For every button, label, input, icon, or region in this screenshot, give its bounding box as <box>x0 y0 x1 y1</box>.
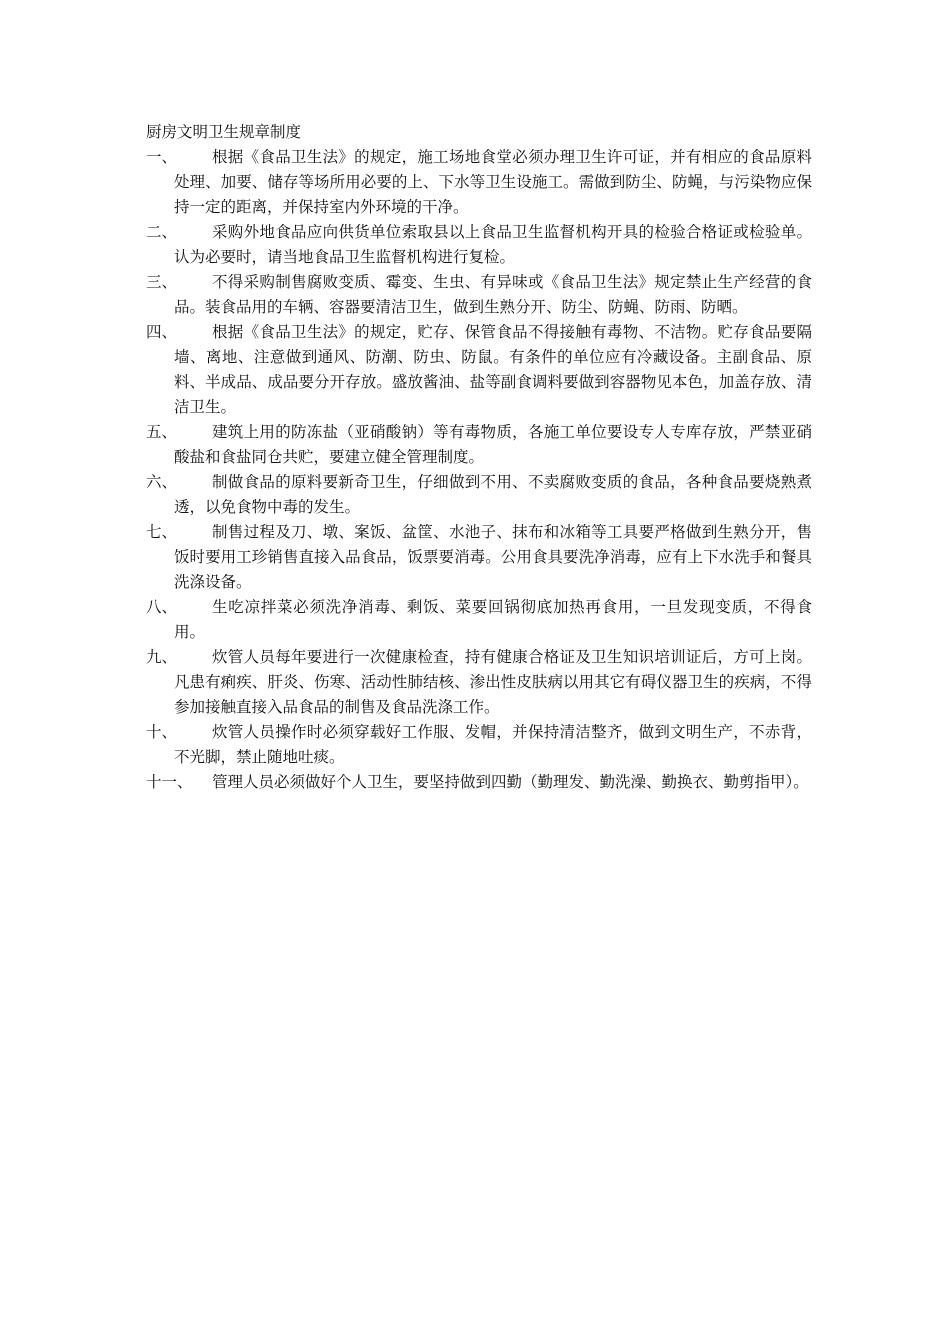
rule-text: 不得采购制售腐败变质、霉变、生虫、有异味或《食品卫生法》规定禁止生产经营的食品。装食品用的车辆、容器要清洁卫生，做到生熟分开、防尘、防蝇、防雨、防晒。 <box>174 273 812 316</box>
rule-number: 十一、 <box>146 773 193 791</box>
rule-text: 根据《食品卫生法》的规定，施工场地食堂必须办理卫生许可证，并有相应的食品原料处理、加要、储存等场所用必要的上、下水等卫生设施工。需做到防尘、防蝇，与污染物应保持一定的距离，并保持室内外环境的干净。 <box>174 148 812 216</box>
rule-item <box>146 320 812 420</box>
rule-item <box>146 220 812 270</box>
rule-item <box>146 145 812 220</box>
rule-item <box>146 270 812 320</box>
rule-item <box>146 520 812 595</box>
rule-number: 五、 <box>146 423 178 441</box>
rule-number: 六、 <box>146 473 178 491</box>
rule-text: 炊管人员操作时必须穿载好工作服、发帽，并保持清洁整齐，做到文明生产，不赤背，不光脚，禁止随地吐痰。 <box>174 723 812 766</box>
document-title: 厨房文明卫生规章制度 <box>146 123 302 141</box>
rule-text: 管理人员必须做好个人卫生，要坚持做到四勤（勤理发、勤洗澡、勤换衣、勤剪指甲）。 <box>212 773 809 791</box>
rule-text: 采购外地食品应向供货单位索取县以上食品卫生监督机构开具的检验合格证或检验单。认为必要时，请当地食品卫生监督机构进行复检。 <box>174 223 812 266</box>
rule-number: 九、 <box>146 648 178 666</box>
rule-number: 三、 <box>146 273 178 291</box>
rule-item <box>146 470 812 520</box>
rule-number: 二、 <box>146 223 178 241</box>
rule-item <box>146 645 812 720</box>
rule-number: 八、 <box>146 598 178 616</box>
rule-text: 建筑上用的防冻盐（亚硝酸钠）等有毒物质，各施工单位要设专人专库存放，严禁亚硝酸盐和食盐同仓共贮，要建立健全管理制度。 <box>174 423 812 466</box>
rule-number: 一、 <box>146 148 178 166</box>
document-body <box>146 120 812 795</box>
rule-text: 生吃凉拌菜必须洗净消毒、剩饭、菜要回锅彻底加热再食用，一旦发现变质，不得食用。 <box>174 598 812 641</box>
rule-text: 炊管人员每年要进行一次健康检查，持有健康合格证及卫生知识培训证后，方可上岗。凡患有痢疾、肝炎、伤寒、活动性肺结核、渗出性皮肤病以用其它有碍仪器卫生的疾病，不得参加接触直接入品食品的制售及食品洗涤工作。 <box>174 648 812 716</box>
rule-item <box>146 595 812 645</box>
rule-number: 十、 <box>146 723 178 741</box>
rule-item <box>146 770 812 795</box>
rule-text: 制售过程及刀、墩、案饭、盆筐、水池子、抹布和冰箱等工具要严格做到生熟分开，售饭时要用工珍销售直接入品食品，饭票要消毒。公用食具要洗净消毒，应有上下水洗手和餐具洗涤设备。 <box>174 523 812 591</box>
rule-item <box>146 420 812 470</box>
rule-text: 制做食品的原料要新奇卫生，仔细做到不用、不卖腐败变质的食品，各种食品要烧熟煮透，以免食物中毒的发生。 <box>174 473 812 516</box>
rule-text: 根据《食品卫生法》的规定，贮存、保管食品不得接触有毒物、不洁物。贮存食品要隔墙、离地、注意做到通风、防潮、防虫、防鼠。有条件的单位应有冷藏设备。主副食品、原料、半成品、成品要分开存放。盛放酱油、盐等副食调料要做到容器物见本色，加盖存放、清洁卫生。 <box>174 323 812 416</box>
rule-number: 四、 <box>146 323 178 341</box>
rule-item <box>146 720 812 770</box>
rule-number: 七、 <box>146 523 178 541</box>
